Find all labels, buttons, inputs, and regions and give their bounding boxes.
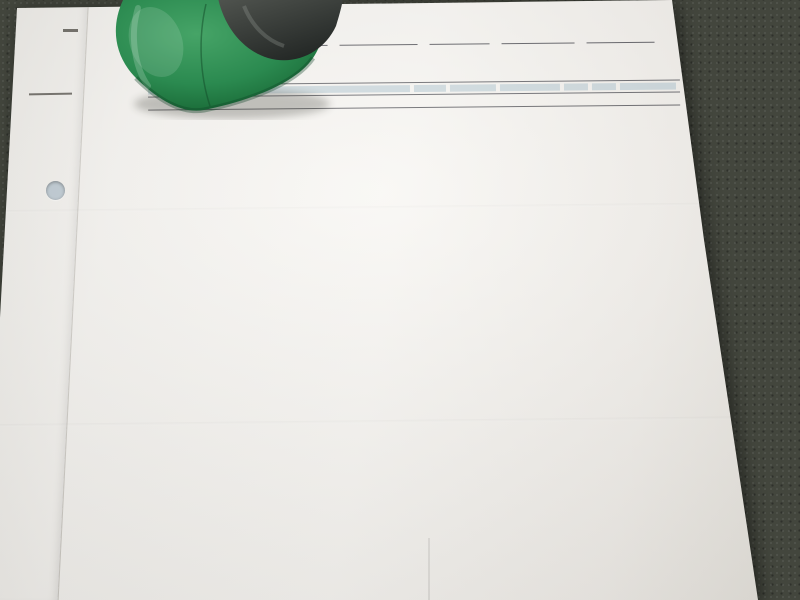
column-header-label (500, 84, 560, 92)
vehicle-header-column (502, 39, 585, 48)
vehicle-header-column (340, 41, 428, 50)
page-number (120, 592, 210, 593)
vehicle-header-value (340, 45, 428, 50)
column-header (620, 82, 680, 90)
cell-mech-nr (414, 95, 450, 107)
cell-e-preis (450, 94, 500, 106)
column-header-label (564, 83, 588, 90)
column-header (500, 84, 564, 92)
bank-block-1 (430, 487, 585, 488)
vehicle-header-value (587, 43, 665, 48)
bank-block-2 (590, 496, 755, 498)
vehicle-header-value (502, 43, 585, 48)
subtotal-value (620, 92, 680, 105)
cell-rabatt (564, 93, 592, 105)
column-header (592, 83, 620, 90)
column-header (450, 84, 500, 91)
column-header-label (414, 85, 446, 92)
green-bottle-cap (94, 0, 346, 120)
company-address-block (124, 492, 319, 494)
punch-hole-partial (38, 0, 55, 6)
vehicle-header-column (430, 40, 500, 49)
repair-terms-text (125, 431, 497, 435)
column-header (564, 83, 592, 90)
column-header-label (620, 83, 676, 91)
column-header-label (592, 83, 616, 90)
vehicle-header-column (587, 39, 665, 48)
vehicle-header-value (430, 44, 500, 49)
cell-menge (500, 94, 564, 107)
page-title (357, 10, 467, 11)
column-header-label (450, 84, 496, 91)
column-header (414, 85, 450, 92)
cell-mwst (592, 93, 620, 105)
register-block (309, 491, 429, 492)
